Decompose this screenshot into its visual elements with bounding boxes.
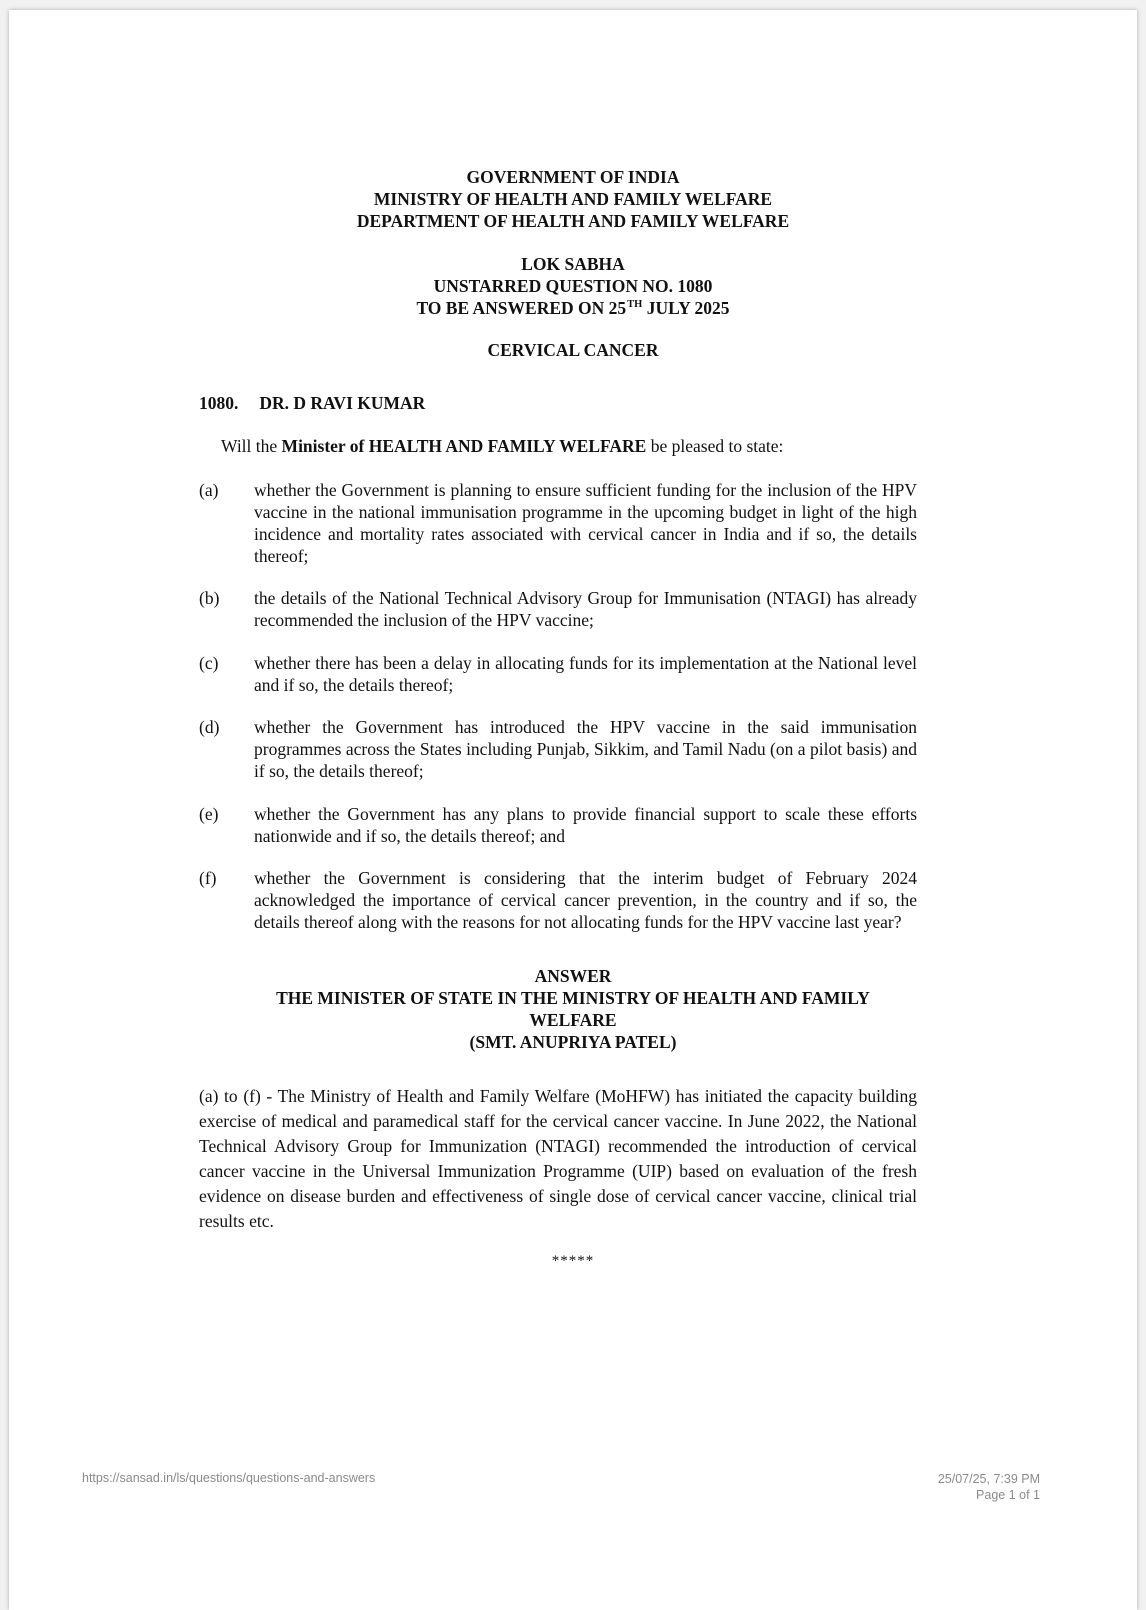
- intro-minister: Minister of HEALTH AND FAMILY WELFARE: [281, 436, 647, 456]
- question-number: 1080.: [199, 393, 239, 413]
- item-letter: (a): [199, 480, 219, 500]
- answer-date-superscript: TH: [627, 299, 643, 310]
- member-name: DR. D RAVI KUMAR: [259, 393, 426, 413]
- question-intro: [221, 435, 783, 457]
- question-item-d: [199, 716, 917, 782]
- end-mark: *****: [551, 1253, 595, 1269]
- footer-timestamp: 25/07/25, 7:39 PM: [937, 1472, 1040, 1486]
- item-text: whether the Government is planning to ensure sufficient funding for the inclusion of the HPV vaccine in the national immunisation programme in the upcoming budget in light of the high incidence and mortality rates associated with cervical cancer in India and if so, the details thereof;: [254, 480, 917, 566]
- header-line-ministry: MINISTRY OF HEALTH AND FAMILY WELFARE: [373, 189, 773, 209]
- question-item-f: [199, 867, 917, 933]
- intro-prefix: Will the: [221, 436, 282, 456]
- intro-suffix: be pleased to state:: [646, 436, 784, 456]
- header-line-department: DEPARTMENT OF HEALTH AND FAMILY WELFARE: [356, 211, 790, 231]
- minister-title-line1: THE MINISTER OF STATE IN THE MINISTRY OF HEALTH AND FAMILY: [276, 988, 870, 1008]
- document-page: [9, 10, 1137, 1610]
- item-text: whether the Government is considering that the interim budget of February 2024 acknowledged the importance of cervical cancer prevention, in the country and if so, the details thereof along with the reasons for not allocating funds for the HPV vaccine last year?: [254, 868, 917, 932]
- item-text: the details of the National Technical Advisory Group for Immunisation (NTAGI) has already recommended the inclusion of the HPV vaccine;: [254, 588, 917, 630]
- question-type: UNSTARRED QUESTION NO. 1080: [433, 276, 713, 296]
- item-text: whether the Government has any plans to provide financial support to scale these efforts nationwide and if so, the details thereof; and: [254, 804, 917, 846]
- header-line-government: GOVERNMENT OF INDIA: [466, 167, 680, 187]
- item-letter: (c): [199, 653, 219, 673]
- item-letter: (d): [199, 717, 220, 737]
- answer-date-suffix: JULY 2025: [642, 298, 730, 318]
- answer-date: [9, 297, 1137, 319]
- question-item-b: [199, 587, 917, 631]
- minister-title-line2: WELFARE: [529, 1010, 617, 1030]
- footer-meta: [938, 1471, 1040, 1503]
- footer-page-number: Page 1 of 1: [976, 1488, 1040, 1502]
- minister-name: (SMT. ANUPRIYA PATEL): [469, 1032, 677, 1052]
- house-name: LOK SABHA: [521, 254, 625, 274]
- question-item-a: [199, 479, 917, 567]
- house-header: [9, 253, 1137, 319]
- answer-header: [9, 965, 1137, 1053]
- question-number-line: [199, 392, 425, 414]
- ministry-header: [9, 166, 1137, 232]
- footer-url: https://sansad.in/ls/questions/questions-and-answers: [82, 1471, 376, 1485]
- answer-heading: ANSWER: [534, 966, 612, 986]
- item-text: whether there has been a delay in allocating funds for its implementation at the National level and if so, the details thereof;: [254, 653, 917, 695]
- item-letter: (e): [199, 804, 219, 824]
- subject-title: CERVICAL CANCER: [487, 340, 659, 360]
- question-item-e: [199, 803, 917, 847]
- item-letter: (b): [199, 588, 220, 608]
- answer-date-prefix: TO BE ANSWERED ON 25: [416, 298, 627, 318]
- item-text: whether the Government has introduced the HPV vaccine in the said immunisation programmes across the States including Punjab, Sikkim, and Tamil Nadu (on a pilot basis) and if so, the details thereof;: [254, 717, 917, 781]
- answer-body: (a) to (f) - The Ministry of Health and Family Welfare (MoHFW) has initiated the capacity building exercise of medical and paramedical staff for the cervical cancer vaccine. In June 2022, the National Technical Advisory Group for Immunization (NTAGI) recommended the introduction of cervical cancer vaccine in the Universal Immunization Programme (UIP) based on evaluation of the fresh evidence on disease burden and effectiveness of single dose of cervical cancer vaccine, clinical trial results etc.: [199, 1086, 917, 1231]
- item-letter: (f): [199, 868, 217, 888]
- question-item-c: [199, 652, 917, 696]
